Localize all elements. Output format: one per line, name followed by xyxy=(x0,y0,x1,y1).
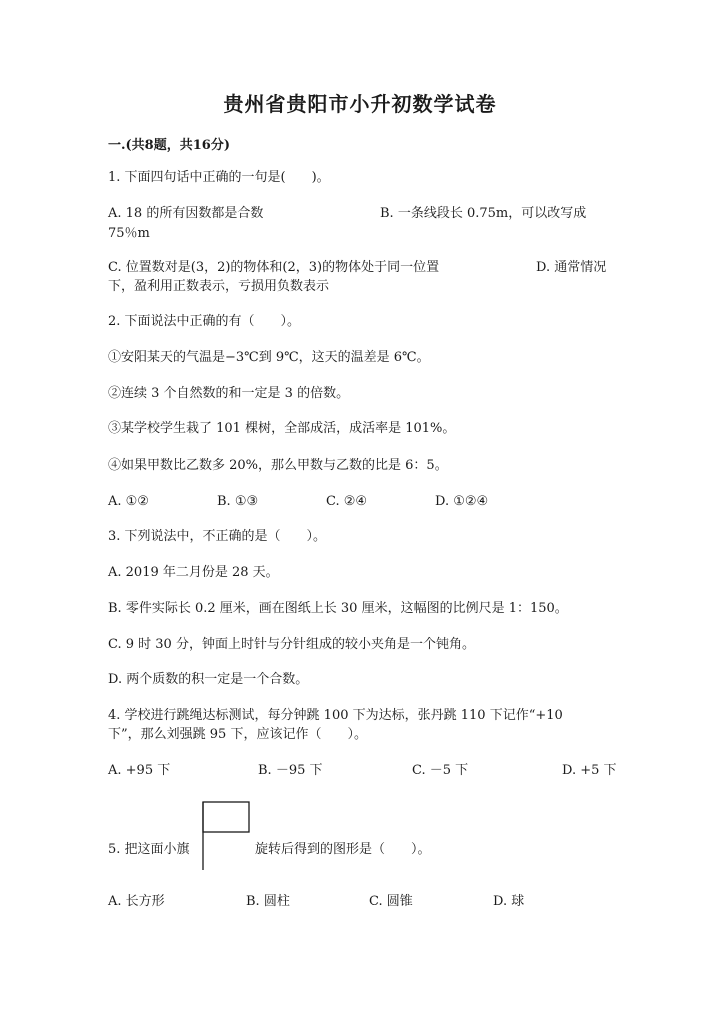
question-5-option-a: A. 长方形 xyxy=(108,894,165,909)
question-4-option-d: D. +5 下 xyxy=(562,763,617,778)
question-2-statement-4: ④如果甲数比乙数多 20%，那么甲数与乙数的比是 6：5。 xyxy=(108,458,448,473)
question-3-option-d: D. 两个质数的积一定是一个合数。 xyxy=(108,672,309,687)
question-3-option-b: B. 零件实际长 0.2 厘米，画在图纸上长 30 厘米，这幅图的比例尺是 1：150。 xyxy=(108,601,568,616)
page-title: 贵州省贵阳市小升初数学试卷 xyxy=(223,92,497,116)
question-5-option-b: B. 圆柱 xyxy=(246,894,290,909)
question-3-stem: 3. 下列说法中，不正确的是（ ）。 xyxy=(108,529,327,544)
section-heading: 一.(共8题，共16分) xyxy=(108,138,230,153)
question-5-stem-right: 旋转后得到的图形是（ ）。 xyxy=(255,842,431,857)
question-1-option-a: A. 18 的所有因数都是合数 xyxy=(108,206,264,221)
question-2-statement-3: ③某学校学生栽了 101 棵树，全部成活，成活率是 101%。 xyxy=(108,421,456,436)
question-2-option-a: A. ①② xyxy=(108,494,149,509)
question-1-stem: 1. 下面四句话中正确的一句是( )。 xyxy=(108,170,330,185)
question-4-option-a: A. +95 下 xyxy=(108,763,171,778)
question-2-stem: 2. 下面说法中正确的有（ ）。 xyxy=(108,314,301,329)
question-2-statement-2: ②连续 3 个自然数的和一定是 3 的倍数。 xyxy=(108,386,350,401)
flag-figure xyxy=(202,801,250,871)
question-3-option-c: C. 9 时 30 分，钟面上时针与分针组成的较小夹角是一个钝角。 xyxy=(108,637,475,652)
question-5-option-c: C. 圆锥 xyxy=(369,894,413,909)
question-4-option-c: C. －5 下 xyxy=(412,763,469,778)
question-1-option-b-continued: 75％m xyxy=(108,226,150,241)
question-2-statement-1: ①安阳某天的气温是−3℃到 9℃，这天的温差是 6℃。 xyxy=(108,350,430,365)
question-2-option-d: D. ①②④ xyxy=(435,494,489,509)
question-4-stem-continued: 下”，那么刘强跳 95 下，应该记作（ ）。 xyxy=(108,727,367,742)
question-4-stem: 4. 学校进行跳绳达标测试，每分钟跳 100 下为达标，张丹跳 110 下记作“+10 xyxy=(108,708,563,723)
question-3-option-a: A. 2019 年二月份是 28 天。 xyxy=(108,565,279,580)
question-1-option-c: C. 位置数对是(3，2)的物体和(2，3)的物体处于同一位置 xyxy=(108,260,440,275)
question-1-option-d: D. 通常情况 xyxy=(536,260,607,275)
question-2-option-c: C. ②④ xyxy=(326,494,368,509)
question-5-stem-left: 5. 把这面小旗 xyxy=(108,842,190,857)
question-1-option-b: B. 一条线段长 0.75m，可以改写成 xyxy=(380,206,587,221)
question-1-option-d-continued: 下，盈利用正数表示，亏损用负数表示 xyxy=(108,279,330,294)
flag-banner xyxy=(203,802,249,832)
question-5-option-d: D. 球 xyxy=(493,894,525,909)
question-2-option-b: B. ①③ xyxy=(217,494,259,509)
question-4-option-b: B. －95 下 xyxy=(258,763,323,778)
